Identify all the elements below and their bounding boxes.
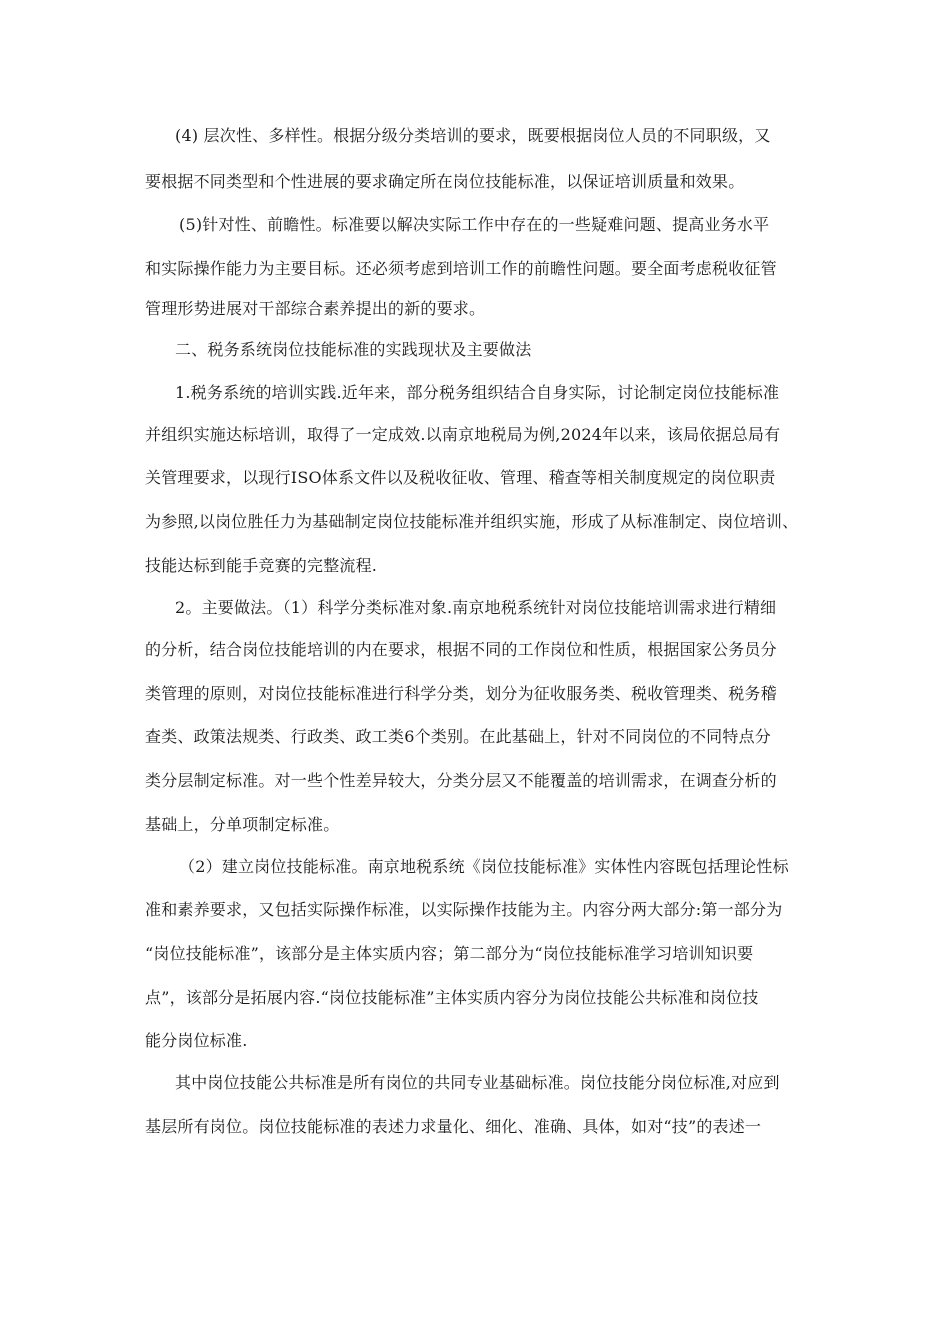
paragraph-line: 准和素养要求，又包括实际操作标准，以实际操作技能为主。内容分两大部分:第一部分为 bbox=[145, 900, 783, 919]
paragraph-line: 管理形势进展对干部综合素养提出的新的要求。 bbox=[145, 299, 486, 318]
paragraph-line: （2）建立岗位技能标准。南京地税系统《岗位技能标准》实体性内容既包括理论性标 bbox=[179, 857, 789, 876]
paragraph-line: 要根据不同类型和个性进展的要求确定所在岗位技能标准，以保证培训质量和效果。 bbox=[145, 172, 745, 191]
paragraph-line: 基础上，分单项制定标准。 bbox=[145, 815, 340, 834]
paragraph-line: 为参照,以岗位胜任力为基础制定岗位技能标准并组织实施，形成了从标准制定、岗位培训、 bbox=[145, 512, 799, 531]
paragraph-line: 查类、政策法规类、行政类、政工类6个类别。在此基础上，针对不同岗位的不同特点分 bbox=[145, 727, 771, 746]
paragraph-line: 基层所有岗位。岗位技能标准的表述力求量化、细化、准确、具体，如对“技”的表述一 bbox=[145, 1117, 762, 1136]
paragraph-line: 类分层制定标准。对一些个性差异较大，分类分层又不能覆盖的培训需求，在调查分析的 bbox=[145, 771, 777, 790]
paragraph-line: (4) 层次性、多样性。根据分级分类培训的要求，既要根据岗位人员的不同职级，又 bbox=[175, 126, 771, 145]
paragraph-line: 能分岗位标准. bbox=[145, 1031, 248, 1050]
paragraph-line: (5)针对性、前瞻性。标准要以解决实际工作中存在的一些疑难问题、提高业务水平 bbox=[179, 215, 770, 234]
paragraph-line: 的分析，结合岗位技能培训的内在要求，根据不同的工作岗位和性质，根据国家公务员分 bbox=[145, 640, 777, 659]
paragraph-line: 和实际操作能力为主要目标。还必须考虑到培训工作的前瞻性问题。要全面考虑税收征管 bbox=[145, 259, 777, 278]
paragraph-line: “岗位技能标准”，该部分是主体实质内容；第二部分为“岗位技能标准学习培训知识要 bbox=[145, 944, 754, 963]
paragraph-line: 点”，该部分是拓展内容.“岗位技能标准”主体实质内容分为岗位技能公共标准和岗位技 bbox=[145, 988, 759, 1007]
paragraph-line: 类管理的原则，对岗位技能标准进行科学分类，划分为征收服务类、税收管理类、税务稽 bbox=[145, 684, 777, 703]
section-heading: 二、税务系统岗位技能标准的实践现状及主要做法 bbox=[175, 340, 532, 359]
paragraph-line: 1.税务系统的培训实践.近年来，部分税务组织结合自身实际，讨论制定岗位技能标准 bbox=[175, 383, 780, 402]
paragraph-line: 2。主要做法。（1）科学分类标准对象.南京地税系统针对岗位技能培训需求进行精细 bbox=[175, 598, 777, 617]
paragraph-line: 技能达标到能手竞赛的完整流程. bbox=[145, 556, 378, 575]
paragraph-line: 关管理要求，以现行ISO体系文件以及税收征收、管理、稽查等相关制度规定的岗位职责 bbox=[145, 468, 776, 487]
paragraph-line: 并组织实施达标培训，取得了一定成效.以南京地税局为例,2024年以来，该局依据总局有 bbox=[145, 425, 781, 444]
paragraph-line: 其中岗位技能公共标准是所有岗位的共同专业基础标准。岗位技能分岗位标准,对应到 bbox=[175, 1073, 780, 1092]
